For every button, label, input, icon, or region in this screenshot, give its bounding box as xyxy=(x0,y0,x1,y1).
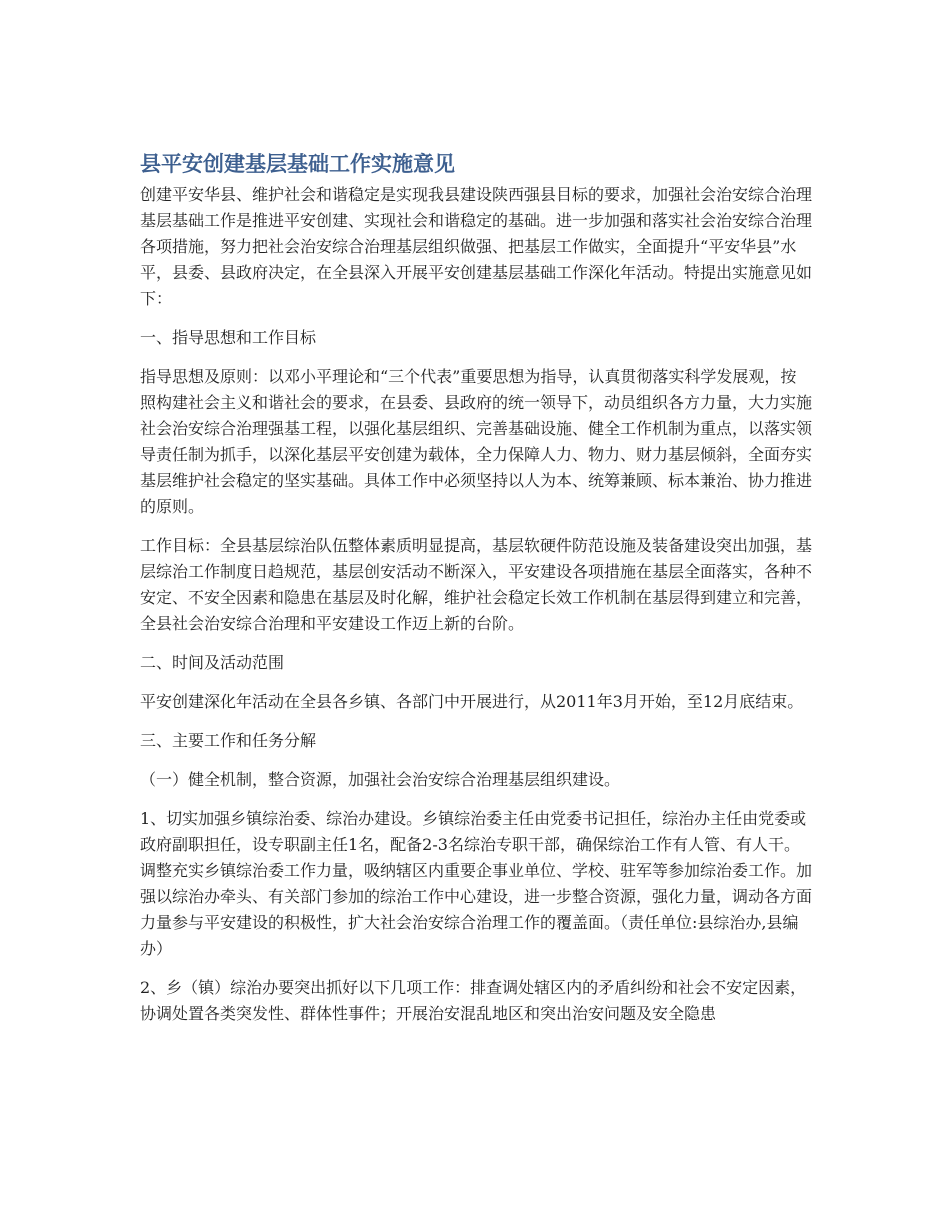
document-title: 县平安创建基层基础工作实施意见 xyxy=(140,152,455,176)
section-3-subheading-1: （一）健全机制，整合资源，加强社会治安综合治理基层组织建设。 xyxy=(140,770,621,789)
section-2-heading: 二、时间及活动范围 xyxy=(140,653,285,672)
work-goal-paragraph: 工作目标：全县基层综治队伍整体素质明显提高，基层软硬件防范设施及装备建设突出加强，基层综治工作制度日趋规范，基层创安活动不断深入，平安建设各项措施在基层全面落实，各种不安定、不安全因素和隐患在基层及时化解，维护社会稳定长效工作机制在基层得到建立和完善，全县社会治安综合治理和平安建设工作迈上新的台阶。 xyxy=(140,536,813,633)
guiding-principle-paragraph: 指导思想及原则：以邓小平理论和“三个代表”重要思想为指导，认真贯彻落实科学发展观，按照构建社会主义和谐社会的要求，在县委、县政府的统一领导下，动员组织各方力量，大力实施社会治安综合治理强基工程，以强化基层组织、完善基础设施、健全工作机制为重点，以落实领导责任制为抓手，以深化基层平安创建为载体，全力保障人力、物力、财力基层倾斜，全面夯实基层维护社会稳定的坚实基础。具体工作中必须坚持以人为本、统筹兼顾、标本兼治、协力推进的原则。 xyxy=(140,367,813,516)
task-item-1: 1、切实加强乡镇综治委、综治办建设。乡镇综治委主任由党委书记担任，综治办主任由党委或政府副职担任，设专职副主任1名，配备2-3名综治专职干部，确保综治工作有人管、有人干。调整充实乡镇综治委工作力量，吸纳辖区内重要企事业单位、学校、驻军等参加综治委工作。加强以综治办牵头、有关部门参加的综治工作中心建设，进一步整合资源，强化力量，调动各方面力量参与平安建设的积极性，扩大社会治安综合治理工作的覆盖面。（责任单位:县综治办,县编办） xyxy=(140,809,813,958)
task-item-2: 2、乡（镇）综治办要突出抓好以下几项工作：排查调处辖区内的矛盾纠纷和社会不安定因素，协调处置各类突发性、群体性事件；开展治安混乱地区和突出治安问题及安全隐患 xyxy=(140,978,807,1023)
document-page xyxy=(140,148,812,1040)
time-scope-paragraph: 平安创建深化年活动在全县各乡镇、各部门中开展进行，从2011年3月开始，至12月底结束。 xyxy=(140,692,804,711)
section-1-heading: 一、指导思想和工作目标 xyxy=(140,328,317,347)
section-3-heading: 三、主要工作和任务分解 xyxy=(140,731,317,750)
intro-paragraph: 创建平安华县、维护社会和谐稳定是实现我县建设陕西强县目标的要求，加强社会治安综合治理基层基础工作是推进平安创建、实现社会和谐稳定的基础。进一步加强和落实社会治安综合治理各项措施，努力把社会治安综合治理基层组织做强、把基层工作做实，全面提升“平安华县”水平，县委、县政府决定，在全县深入开展平安创建基层基础工作深化年活动。特提出实施意见如下： xyxy=(140,185,813,308)
